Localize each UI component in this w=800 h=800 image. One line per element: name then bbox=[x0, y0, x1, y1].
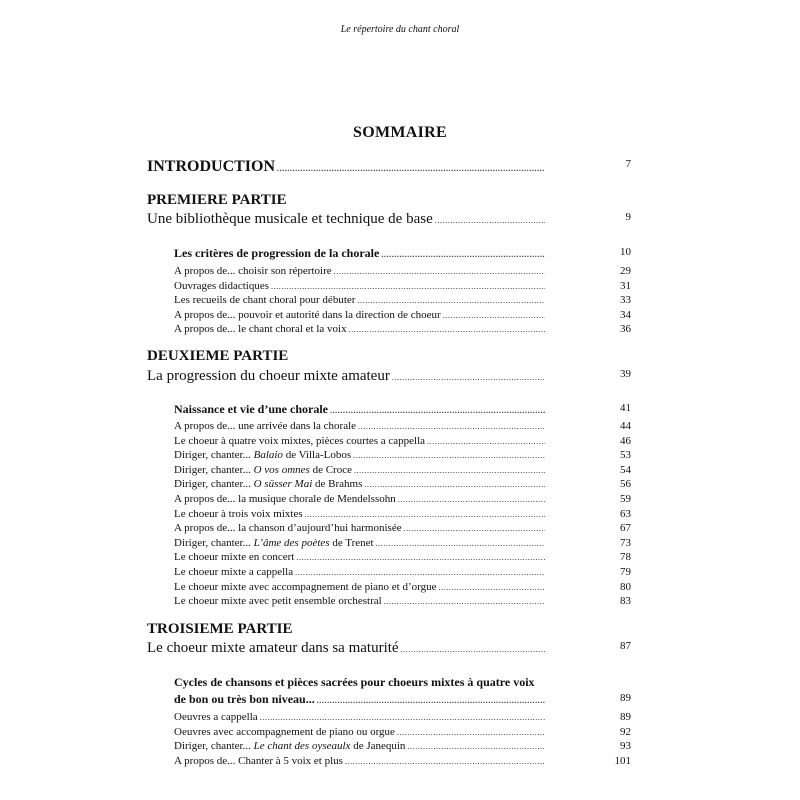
chapter-entry-3[interactable] bbox=[174, 692, 631, 707]
toc-item-text: Le choeur à quatre voix mixtes, pièces courtes a cappella bbox=[174, 434, 426, 447]
toc-item[interactable] bbox=[174, 507, 631, 520]
toc-item[interactable] bbox=[174, 536, 631, 549]
toc-page-number: 33 bbox=[620, 294, 631, 307]
running-header: Le répertoire du chant choral bbox=[340, 24, 460, 35]
toc-item[interactable] bbox=[174, 711, 631, 723]
dot-leader bbox=[427, 437, 545, 446]
toc-page-number: 46 bbox=[620, 434, 631, 447]
part-subtitle-1[interactable] bbox=[147, 211, 631, 228]
toc-item-work-title: O vos omnes bbox=[253, 463, 310, 476]
toc-page-number: 53 bbox=[620, 449, 631, 462]
dot-leader bbox=[353, 451, 545, 460]
toc-page-number: 44 bbox=[620, 420, 631, 432]
dot-leader bbox=[364, 480, 545, 489]
toc-entry-label: La progression du choeur mixte amateur bbox=[147, 368, 390, 384]
toc-item[interactable] bbox=[174, 265, 631, 277]
toc-item-text: Le choeur mixte a cappella bbox=[174, 566, 294, 578]
toc-item-label bbox=[174, 522, 402, 534]
toc-item-text: Diriger, chanter... bbox=[174, 740, 254, 753]
toc-item-text: Les recueils de chant choral pour débuter bbox=[174, 294, 356, 307]
dot-leader bbox=[435, 216, 545, 225]
toc-page-number: 79 bbox=[620, 566, 631, 578]
toc-entry-introduction[interactable] bbox=[147, 158, 631, 176]
dot-leader bbox=[354, 466, 545, 475]
toc-item[interactable] bbox=[174, 449, 631, 462]
toc-item[interactable] bbox=[174, 279, 631, 292]
dot-leader bbox=[397, 728, 545, 737]
toc-page-number: 31 bbox=[620, 279, 631, 292]
dot-leader bbox=[334, 267, 545, 276]
toc-page-number: 78 bbox=[620, 551, 631, 564]
toc-page-number: 87 bbox=[620, 640, 631, 652]
toc-item-text: Oeuvres a cappella bbox=[174, 711, 258, 723]
toc-item[interactable] bbox=[174, 754, 631, 767]
toc-item-text: A propos de... Chanter à 5 voix et plus bbox=[174, 754, 343, 767]
toc-page-number: 89 bbox=[620, 711, 631, 723]
dot-leader bbox=[398, 495, 545, 504]
dot-leader bbox=[295, 568, 545, 577]
dot-leader bbox=[357, 296, 545, 305]
toc-item-text: Le choeur mixte avec petit ensemble orchestral bbox=[174, 595, 382, 608]
dot-leader bbox=[345, 757, 545, 766]
toc-item-text: Le choeur mixte avec accompagnement de piano et d’orgue bbox=[174, 580, 437, 593]
toc-item-label bbox=[174, 581, 436, 593]
chapter-entry-1[interactable] bbox=[174, 246, 631, 261]
toc-page-number: 63 bbox=[620, 507, 631, 520]
chapter-entry-2[interactable] bbox=[174, 402, 631, 417]
toc-item-work-title: O süsser Mai bbox=[253, 478, 313, 491]
toc-item-label bbox=[174, 309, 441, 321]
toc-page-number: 59 bbox=[620, 493, 631, 505]
toc-entry-label: INTRODUCTION bbox=[147, 158, 276, 175]
toc-item-work-title: L’âme des poètes bbox=[253, 536, 330, 549]
toc-item[interactable] bbox=[174, 740, 631, 753]
dot-leader bbox=[317, 696, 545, 705]
toc-page-number: 10 bbox=[620, 246, 631, 258]
dot-leader bbox=[305, 510, 545, 519]
toc-item-composer: de Croce bbox=[309, 463, 352, 476]
toc-item[interactable] bbox=[174, 308, 631, 321]
toc-page-number: 89 bbox=[620, 692, 631, 704]
dot-leader bbox=[260, 713, 545, 722]
toc-item[interactable] bbox=[174, 294, 631, 307]
toc-page-number: 93 bbox=[620, 740, 631, 753]
dot-leader bbox=[443, 311, 545, 320]
dot-leader bbox=[384, 597, 545, 606]
part-heading-2: DEUXIEME PARTIE bbox=[147, 348, 289, 364]
toc-item-label bbox=[174, 435, 425, 447]
toc-item-label bbox=[174, 726, 395, 738]
toc-page-number: 56 bbox=[620, 478, 631, 491]
toc-page-number: 73 bbox=[620, 536, 631, 549]
toc-item-label bbox=[174, 755, 343, 767]
dot-leader bbox=[277, 164, 545, 173]
toc-item-composer: de Villa-Lobos bbox=[282, 449, 352, 462]
toc-item-text: A propos de... une arrivée dans la chorale bbox=[174, 420, 357, 432]
dot-leader bbox=[358, 422, 545, 431]
toc-entry-label: Une bibliothèque musicale et technique de base bbox=[147, 211, 433, 227]
dot-leader bbox=[392, 373, 545, 382]
dot-leader bbox=[296, 553, 545, 562]
toc-item-label bbox=[174, 711, 258, 723]
toc-item-text: A propos de... choisir son répertoire bbox=[174, 265, 332, 277]
toc-item[interactable] bbox=[174, 493, 631, 505]
toc-item-label bbox=[174, 551, 294, 563]
toc-item-composer: de Janequin bbox=[350, 740, 406, 753]
dot-leader bbox=[376, 539, 545, 548]
toc-item-label bbox=[174, 420, 356, 432]
toc-item-label bbox=[174, 478, 362, 490]
toc-item-label bbox=[174, 449, 351, 461]
dot-leader bbox=[349, 325, 545, 334]
toc-entry-label: Naissance et vie d’une chorale bbox=[174, 402, 328, 416]
toc-page-number: 92 bbox=[620, 725, 631, 738]
toc-item-work-title: Le chant des oyseaulx bbox=[253, 740, 351, 753]
dot-leader bbox=[381, 250, 545, 259]
toc-entry-label: Les critères de progression de la chorale bbox=[174, 246, 380, 260]
toc-item-label bbox=[174, 595, 382, 607]
dot-leader bbox=[271, 282, 545, 291]
toc-item-composer: de Trenet bbox=[329, 536, 374, 549]
toc-item-label bbox=[174, 464, 352, 476]
toc-item-text: Diriger, chanter... bbox=[174, 463, 254, 476]
toc-item[interactable] bbox=[174, 580, 631, 593]
toc-item-label bbox=[174, 323, 347, 335]
dot-leader bbox=[401, 645, 545, 654]
part-heading-3: TROISIEME PARTIE bbox=[147, 621, 293, 637]
toc-item-label bbox=[174, 280, 269, 292]
toc-page-number: 41 bbox=[620, 402, 631, 414]
dot-leader bbox=[404, 524, 545, 533]
toc-item[interactable] bbox=[174, 522, 631, 535]
toc-page-number: 36 bbox=[620, 323, 631, 336]
toc-item-text: A propos de... le chant choral et la voix bbox=[174, 323, 347, 336]
toc-item-label bbox=[174, 265, 332, 277]
dot-leader bbox=[438, 583, 545, 592]
toc-item[interactable] bbox=[174, 434, 631, 447]
toc-item-text: Diriger, chanter... bbox=[174, 478, 254, 491]
dot-leader bbox=[407, 742, 545, 751]
toc-page-number: 80 bbox=[620, 580, 631, 593]
toc-item[interactable] bbox=[174, 420, 631, 432]
toc-item[interactable] bbox=[174, 323, 631, 336]
toc-item-text: Diriger, chanter... bbox=[174, 536, 254, 549]
toc-item-label bbox=[174, 493, 396, 505]
part-subtitle-2[interactable] bbox=[147, 368, 631, 385]
toc-item-text: Le choeur mixte en concert bbox=[174, 551, 295, 564]
toc-item-text: Le choeur à trois voix mixtes bbox=[174, 507, 303, 520]
toc-page-number: 101 bbox=[614, 754, 631, 767]
toc-item-label bbox=[174, 294, 355, 306]
toc-entry-label: de bon ou très bon niveau... bbox=[174, 692, 315, 706]
toc-item[interactable] bbox=[174, 551, 631, 564]
dot-leader bbox=[330, 406, 545, 415]
toc-item-text: A propos de... la chanson d’aujourd’hui harmonisée bbox=[174, 522, 402, 535]
chapter-entry-3-line1[interactable]: Cycles de chansons et pièces sacrées pour choeurs mixtes à quatre voix bbox=[174, 675, 535, 689]
page-title: SOMMAIRE bbox=[353, 124, 447, 141]
toc-item-text: Oeuvres avec accompagnement de piano ou orgue bbox=[174, 725, 395, 738]
toc-page-number: 39 bbox=[620, 368, 631, 380]
part-heading-1: PREMIERE PARTIE bbox=[147, 192, 287, 208]
part-subtitle-3[interactable] bbox=[147, 640, 631, 657]
toc-item-label bbox=[174, 740, 405, 752]
toc-page-number: 7 bbox=[625, 158, 631, 170]
toc-page-number: 83 bbox=[620, 595, 631, 608]
toc-item-work-title: Balaio bbox=[253, 449, 283, 462]
toc-page-number: 67 bbox=[620, 522, 631, 535]
toc-page-number: 29 bbox=[620, 265, 631, 277]
toc-item-composer: de Brahms bbox=[312, 478, 363, 491]
toc-item[interactable] bbox=[174, 725, 631, 738]
toc-page-number: 9 bbox=[625, 211, 631, 223]
toc-item-text: A propos de... pouvoir et autorité dans la direction de choeur bbox=[174, 308, 441, 321]
toc-item[interactable] bbox=[174, 463, 631, 476]
toc-item-label bbox=[174, 537, 374, 549]
toc-item-text: Diriger, chanter... bbox=[174, 449, 254, 462]
toc-item[interactable] bbox=[174, 478, 631, 491]
toc-page-number: 34 bbox=[620, 308, 631, 321]
toc-item-label bbox=[174, 508, 303, 520]
toc-item-text: A propos de... la musique chorale de Mendelssohn bbox=[174, 493, 396, 505]
toc-item[interactable] bbox=[174, 595, 631, 608]
toc-page-number: 54 bbox=[620, 463, 631, 476]
toc-item[interactable] bbox=[174, 566, 631, 578]
toc-entry-label: Le choeur mixte amateur dans sa maturité bbox=[147, 640, 399, 656]
toc-item-text: Ouvrages didactiques bbox=[174, 279, 269, 292]
toc-item-label bbox=[174, 566, 293, 578]
